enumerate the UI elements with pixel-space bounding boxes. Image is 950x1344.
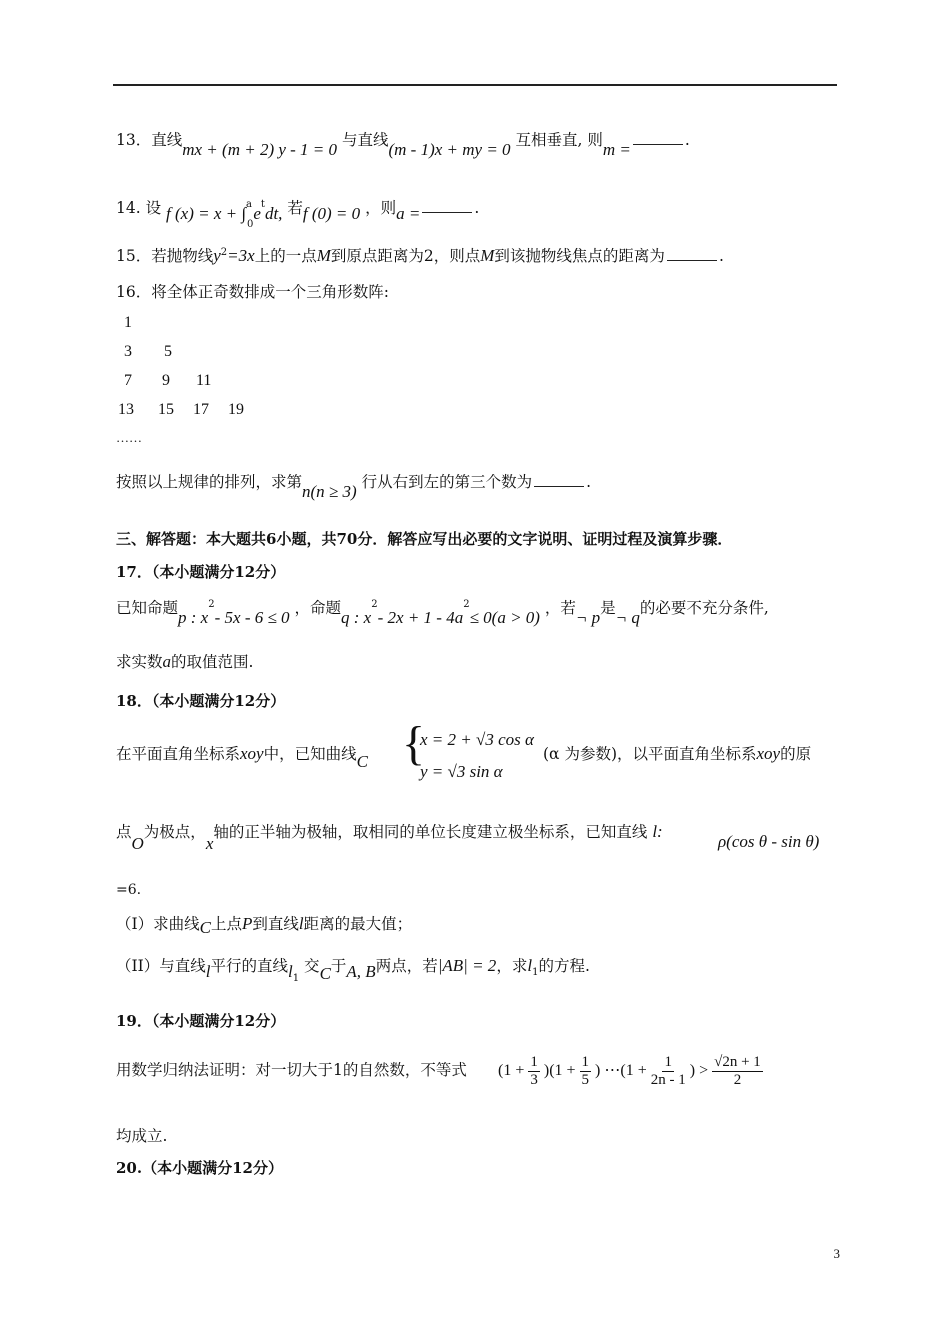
question-19-title: 19．（本小题满分12分） <box>116 1012 286 1030</box>
header-rule <box>113 84 837 86</box>
inequality: (1 + $\frac{1}{3}$ )(1 + $\frac{1}{5}$ ) ⋯(1 + $\frac{1}{2n - 1}$ ) > $\frac{√2n + 1}{2}$ <box>498 1054 761 1088</box>
question-18-line3: =6. <box>116 882 142 898</box>
question-19-body: 用数学归纳法证明：对一切大于1的自然数，不等式 <box>116 1061 467 1079</box>
triangle-cell: 11 <box>196 372 212 389</box>
triangle-cell: 17 <box>193 401 209 418</box>
polar-eq: ρ(cos θ - sin θ) <box>718 832 820 851</box>
question-18-part2: （II）与直线l平行的直线$l_1$ 交C于A, B两点，若|AB| = 2，求$l_1$的方程. <box>116 956 590 985</box>
question-18-title: 18．（本小题满分12分） <box>116 692 286 710</box>
section-heading: 三、解答题：本大题共6小题，共70分．解答应写出必要的文字说明、证明过程及演算步骤． <box>116 530 733 548</box>
system-eq-1: x = 2 + √3 cos α <box>420 730 534 749</box>
question-16: 16．将全体正奇数排成一个三角形数阵: <box>116 283 389 301</box>
question-20-title: 20.（本小题满分12分） <box>116 1159 283 1177</box>
triangle-cell: 13 <box>118 401 134 418</box>
ellipsis: …… <box>116 430 142 445</box>
page-number: 3 <box>833 1246 840 1261</box>
question-17-body: 已知命题p : $x^2-$ 5x - 6 ≤ 0 ，命题q : $x^2-$ $2x + 1 - 4a^2\le 0(a > 0)$ ，若¬ p是¬ q的必要不充分条件, <box>116 598 769 627</box>
question-19-end: 均成立. <box>116 1127 168 1145</box>
triangle-cell: 1 <box>124 314 132 331</box>
system-eq-2: y = √3 sin α <box>420 762 503 781</box>
triangle-cell: 15 <box>158 401 174 418</box>
question-13: 13．直线mx + (m + 2) y - 1 = 0 与直线(m - 1)x + my = 0 互相垂直, 则m = . <box>116 131 690 159</box>
question-14: 14. 设 f $(x) = x + \int^a_0e^tdt$, 若f (0) = 0 ，则a = . <box>116 198 480 230</box>
question-18-line2: 点O为极点，x轴的正半轴为极轴，取相同的单位长度建立极坐标系，已知直线 l: <box>116 822 663 853</box>
question-17-title: 17．（本小题满分12分） <box>116 563 286 581</box>
triangle-cell: 3 <box>124 343 132 360</box>
question-18-line1b: (α 为参数)，以平面直角坐标系xoy的原 <box>543 744 812 763</box>
question-15: 15．若抛物线$y^2=3x$上的一点M到原点距离为2，则点M到该抛物线焦点的距离为 . <box>116 246 724 265</box>
triangle-cell: 7 <box>124 372 132 389</box>
triangle-cell: 5 <box>164 343 172 360</box>
triangle-cell: 19 <box>228 401 244 418</box>
triangle-cell: 9 <box>162 372 170 389</box>
brace: { <box>402 717 426 770</box>
question-16-ask: 按照以上规律的排列，求第n(n ≥ 3) 行从右到左的第三个数为 . <box>116 473 592 501</box>
question-18-line1: 在平面直角坐标系xoy中，已知曲线C <box>116 744 368 771</box>
question-17-line2: 求实数a的取值范围. <box>116 652 254 671</box>
question-18-part1: （I）求曲线C上点P到直线l距离的最大值； <box>116 914 413 937</box>
